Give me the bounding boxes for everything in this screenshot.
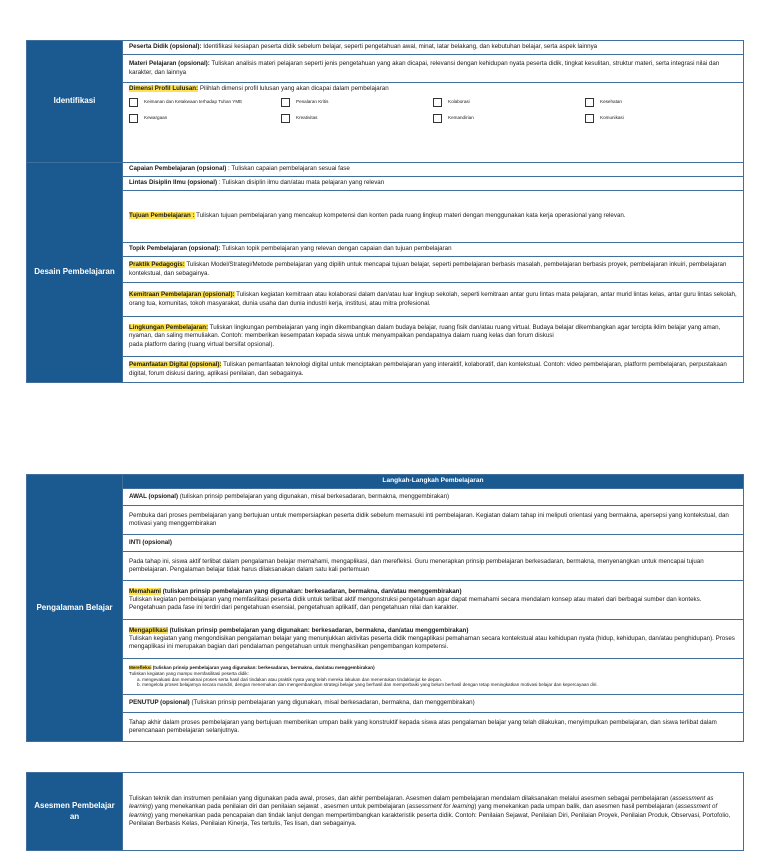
checkbox-penalaran-kritis[interactable]: Penalaran Kritis bbox=[281, 99, 433, 107]
materi-pelajaran-cell: Materi Pelajaran (opsional): Tuliskan analisis materi pelajaran seperti jenis pengetahuan yang akan dicapai, relevansi dengan kehidupan nyata peserta didik, tingkat kesulitan, struktur materi, serta integrasi nilai dan karakter, dan lainnya bbox=[123, 55, 744, 83]
peserta-didik-cell: Peserta Didik (opsional): Identifikasi kesiapan peserta didik sebelum belajar, seperti pengetahuan awal, minat, latar belakang, dan kebutuhan belajar, serta aspek lainnya bbox=[123, 41, 744, 55]
checkbox-kolaborasi[interactable]: Kolaborasi bbox=[433, 99, 585, 107]
penutup-desc-cell: Tahap akhir dalam proses pembelajaran yang bertujuan memberikan umpan balik yang konstruktif kepada siswa atas pengalaman belajar yang telah dilakukan, menyimpulkan pembelajaran, dan siswa terlibat dalam perencanaan pembelajaran selanjutnya. bbox=[123, 713, 744, 742]
pemanfaatan-digital-cell: Pemanfaatan Digital (opsional): Tuliskan pemanfaatan teknologi digital untuk menciptakan pembelajaran yang interaktif, kolaboratif, dan kontekstual. Contoh: video pembelajaran, platform pembelajaran, perpustakaan digital, forum diskusi daring, aplikasi penilaian, dan sebagainya. bbox=[123, 357, 744, 383]
dimensi-profil-cell: Dimensi Profil Lulusan: Pilihlah dimensi profil lulusan yang akan dicapai dalam pembelajaran Keimanan dan Ketakwaan terhadap Tuhan YME Penalaran Kritis Kolaborasi Kesehatan Kewargaan Kreativitas Kemandirian Komunikasi bbox=[123, 83, 744, 163]
capaian-cell: Capaian Pembelajaran (opsional) : Tuliskan capaian pembelajaran sesuai fase bbox=[123, 163, 744, 177]
awal-desc-cell: Pembuka dari proses pembelajaran yang bertujuan untuk mempersiapkan peserta didik sebelum memasuki inti pembelajaran. Kegiatan dalam tahap ini meliputi orientasi yang bermakna, apersepsi yang kontekstual, dan motivasi yang menggembirakan bbox=[123, 506, 744, 535]
praktik-pedagogis-cell: Praktik Pedagogis: Tuliskan Model/Strategi/Metode pembelajaran yang dipilih untuk mencapai tujuan belajar, seperti pembelajaran berbasis masalah, pembelajaran berbasis proyek, pembelajaran inkuiri, pembelajaran kontekstual, dan sebagainya. bbox=[123, 257, 744, 283]
checkbox-kewargaan[interactable]: Kewargaan bbox=[129, 115, 281, 123]
section-identifikasi-label: Identifikasi bbox=[27, 41, 123, 163]
checkbox-kesehatan[interactable]: Kesehatan bbox=[585, 99, 737, 107]
checkbox-box[interactable] bbox=[281, 114, 290, 123]
table-pengalaman-belajar bbox=[26, 474, 744, 742]
merefleksi-item-a: a. mengevaluasi dan memaknai proses serta hasil dari tindakan atau praktik nyata yang telah mereka lakukan dan menentukan tindaklanjut ke depan. bbox=[137, 676, 442, 682]
checkbox-keimanan[interactable]: Keimanan dan Ketakwaan terhadap Tuhan YME bbox=[129, 99, 281, 107]
asesmen-cell: Tuliskan teknik dan instrumen penilaian yang digunakan pada awal, proses, dan akhir pembelajaran. Asesmen dalam pembelajaran mendalam dilaksanakan melalui asesmen sebagai pembelajaran (assessment as learning) yang menekankan pada penilaian diri dan penilaian sejawat , asesmen untuk pembelajaran (assessment for learning) yang menekankan pada umpan balik, dan asesmen hasil pembelajaran (assessment of learning) yang menekankan pada pencapaian dan tindak lanjut dengan mempertimbangkan karakteristik peserta didik. Contoh: Penilaian Sejawat, Penilaian Diri, Penilaian Proyek, Penilaian Produk, Observasi, Portofolio, Penilaian Berbasis Kelas, Penilaian Kinerja, Tes tertulis, Tes lisan, dan sebagainya. bbox=[123, 773, 744, 851]
section-desain-label: Desain Pembelajaran bbox=[27, 163, 123, 383]
topik-cell: Topik Pembelajaran (opsional): Tuliskan topik pembelajaran yang relevan dengan capaian dan tujuan pembelajaran bbox=[123, 243, 744, 257]
table-identifikasi-desain bbox=[26, 40, 744, 383]
mengaplikasi-cell: Mengaplikasi (tuliskan prinsip pembelajaran yang digunakan: berkesadaran, bermakna, dan/atau menggembirakan) Tuliskan kegiatan yang mengondisikan pengalaman belajar yang menunjukkan aktivitas peserta didik mengaplikasi pemahaman secara kontekstual atau kehidupan nyata (hidup, kehidupan, dan/atau penghidupan). Proses mengaplikasi ini merupakan bagian dari pendalaman pengetahuan untuk menghasilkan pengembangan kompetensi. bbox=[123, 620, 744, 659]
kemitraan-cell: Kemitraan Pembelajaran (opsional): Tuliskan kegiatan kemitraan atau kolaborasi dalam dan/atau luar lingkup sekolah, seperti kemitraan antar guru lintas mata pelajaran, antar murid lintas kelas, antar guru lintas sekolah, orang tua, komunitas, tokoh masyarakat, dunia usaha dan dunia industri kerja, institusi, atau mitra profesional. bbox=[123, 283, 744, 317]
lingkungan-cell: Lingkungan Pembelajaran: Tuliskan lingkungan pembelajaran yang ingin dikembangkan dalam budaya belajar, ruang fisik dan/atau ruang virtual. Budaya belajar dikembangkan agar tercipta iklim belajar yang aman, nyaman, dan saling memuliakan. Contoh: memberikan kesempatan kepada siswa untuk menyampaikan pendapatnya dalam ruang kelas dan forum diskusi pada platform daring (ruang virtual bersifat opsional). bbox=[123, 317, 744, 357]
table-asesmen bbox=[26, 772, 744, 851]
awal-cell: AWAL (opsional) (tuliskan prinsip pembelajaran yang digunakan, misal berkesadaran, bermakna, menggembirakan) bbox=[123, 489, 744, 506]
checkbox-box[interactable] bbox=[585, 114, 594, 123]
checkbox-box[interactable] bbox=[129, 114, 138, 123]
checkbox-kreativitas[interactable]: Kreativitas bbox=[281, 115, 433, 123]
dimensi-checkbox-grid bbox=[129, 99, 737, 123]
merefleksi-cell: Merefleksi (tuliskan prinsip pembelajaran yang digunakan: berkesadaran, bermakna, dan/atau menggembirakan) Tuliskan kegiatan yang mampu memfasilitasi peserta didik: a. mengevaluasi dan memaknai proses serta hasil dari tindakan atau praktik nyata yang telah mereka lakukan dan menentukan tindaklanjut ke depan. b. mengelola proses belajarnya secara mandiri, dengan menemukan dan mengembangkan strategi belajar yang berhasil dan memperbaiki yang belum berhasil dengan tetap meningkatkan motivasi belajar dan kepercayaan diri. bbox=[123, 659, 744, 695]
section-asesmen-label: Asesmen Pembelajar an bbox=[27, 773, 123, 851]
checkbox-box[interactable] bbox=[433, 114, 442, 123]
checkbox-kemandirian[interactable]: Kemandirian bbox=[433, 115, 585, 123]
langkah-header: Langkah-Langkah Pembelajaran bbox=[123, 475, 744, 489]
memahami-cell: Memahami (tuliskan prinsip pembelajaran yang digunakan: berkesadaran, bermakna, dan/atau menggembirakan) Tuliskan kegiatan pembelajaran yang memfasilitasi peserta didik untuk terlibat aktif mengonstruksi pengetahuan agar dapat memahami secara mendalam konsep atau materi dari berbagai sumber dan konteks. Pengetahuan pada fase ini terdiri dari pengetahuan esensial, pengetahuan aplikatif, dan pengetahuan nilai dan karakter. bbox=[123, 581, 744, 620]
checkbox-komunikasi[interactable]: Komunikasi bbox=[585, 115, 737, 123]
checkbox-box[interactable] bbox=[129, 98, 138, 107]
lintas-disiplin-cell: Lintas Disiplin Ilmu (opsional) : Tuliskan disiplin ilmu dan/atau mata pelajaran yang relevan bbox=[123, 177, 744, 191]
checkbox-box[interactable] bbox=[281, 98, 290, 107]
inti-desc-cell: Pada tahap ini, siswa aktif terlibat dalam pengalaman belajar memahami, mengaplikasi, dan merefleksi. Guru menerapkan prinsip pembelajaran berkesadaran, bermakna, menyenangkan untuk mencapai tujuan pembelajaran. Pengalaman belajar tidak harus dilaksanakan dalam satu kali pertemuan bbox=[123, 552, 744, 581]
penutup-cell: PENUTUP (opsional) (Tuliskan prinsip pembelajaran yang digunakan, misal berkesadaran, bermakna, dan menggembirakan) bbox=[123, 695, 744, 713]
merefleksi-item-b: b. mengelola proses belajarnya secara mandiri, dengan menemukan dan mengembangkan strategi belajar yang berhasil dan memperbaiki yang belum berhasil dengan tetap meningkatkan motivasi belajar dan kepercayaan diri. bbox=[137, 682, 598, 688]
checkbox-box[interactable] bbox=[433, 98, 442, 107]
checkbox-box[interactable] bbox=[585, 98, 594, 107]
section-pengalaman-label: Pengalaman Belajar bbox=[27, 475, 123, 742]
tujuan-cell: Tujuan Pembelajaran : Tuliskan tujuan pembelajaran yang mencakup kompetensi dan konten pada ruang lingkup materi dengan menggunakan kata kerja operasional yang relevan. bbox=[123, 191, 744, 243]
inti-cell: INTI (opsional) bbox=[123, 535, 744, 552]
